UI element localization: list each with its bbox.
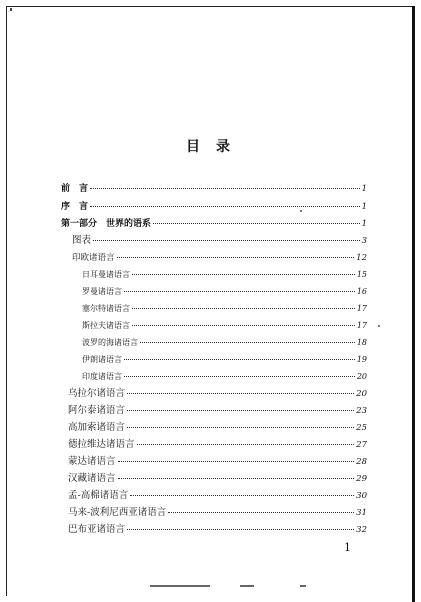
toc-entry-label: 高加索诸语言 [68, 422, 126, 433]
toc-entry-baltic[interactable] [82, 337, 367, 349]
dot-leader [132, 308, 355, 309]
toc-entry-page: 20 [356, 372, 367, 381]
toc-entry-uralic[interactable] [68, 388, 367, 400]
toc-entry-dravidian[interactable] [68, 439, 367, 451]
toc-entry-munda[interactable] [68, 456, 367, 468]
toc-entry-page: 1 [361, 202, 367, 212]
dot-leader [137, 444, 355, 445]
toc-entry-page: 31 [356, 508, 367, 518]
toc-entry-label: 日耳曼诸语言 [82, 270, 130, 279]
toc-entry-page: 16 [356, 287, 367, 296]
toc-entry-label: 伊朗诸语言 [82, 355, 122, 364]
toc-entry-page: 29 [356, 474, 367, 484]
toc-entry-page: 20 [356, 389, 367, 399]
toc-entry-label: 塞尔特诸语言 [82, 304, 130, 313]
dot-leader [90, 206, 360, 207]
toc-entry-label: 马来-波利尼西亚诸语言 [68, 507, 167, 518]
toc-entry-caucasian[interactable] [68, 422, 367, 434]
toc-entry-sino-tibetan[interactable] [68, 473, 367, 485]
toc-entry-page: 17 [356, 321, 367, 330]
toc-entry-page: 27 [356, 440, 367, 450]
toc-entry-foreword[interactable] [61, 201, 367, 213]
dot-leader [124, 359, 355, 360]
toc-entry-label: 印度诸语言 [82, 372, 122, 381]
dot-leader [124, 291, 355, 292]
toc-entry-page: 3 [361, 236, 367, 246]
toc-entry-altaic[interactable] [68, 405, 367, 417]
toc-entry-label: 第一部分 世界的语系 [61, 219, 152, 229]
toc-entry-page: 30 [356, 491, 367, 501]
dot-leader [127, 393, 354, 394]
toc-entry-page: 25 [356, 423, 367, 433]
toc-entry-label: 乌拉尔诸语言 [68, 388, 126, 399]
dot-leader [93, 240, 360, 241]
toc-entry-page: 19 [356, 355, 367, 364]
dot-leader [130, 495, 354, 496]
toc-entry-malayo-polynesian[interactable] [68, 507, 367, 519]
toc-entry-romance[interactable] [82, 286, 367, 298]
toc-entry-slavic[interactable] [82, 320, 367, 332]
dot-leader [118, 478, 355, 479]
scan-artifact-line [240, 585, 254, 587]
dot-leader [127, 529, 354, 530]
toc-entry-label: 巴布亚诸语言 [68, 524, 126, 535]
page-number: 1 [344, 541, 351, 554]
toc-entry-label: 波罗的海诸语言 [82, 338, 138, 347]
toc-entry-page: 32 [356, 525, 367, 535]
scan-artifact-line [150, 585, 210, 587]
toc-entry-page: 15 [356, 270, 367, 279]
toc-entry-preface[interactable] [61, 183, 367, 195]
dot-leader [127, 427, 354, 428]
toc-entry-indic[interactable] [82, 371, 367, 383]
toc-entry-page: 1 [361, 184, 367, 194]
toc-entry-label: 阿尔泰诸语言 [68, 405, 126, 416]
dot-leader [132, 274, 355, 275]
toc-entry-iranian[interactable] [82, 354, 367, 366]
page-title: 目 录 [186, 139, 231, 155]
dot-leader [140, 342, 355, 343]
toc-entry-label: 印欧诸语言 [72, 253, 115, 263]
dot-leader [168, 512, 354, 513]
toc-entry-label: 斯拉夫诸语言 [82, 321, 130, 330]
toc-entry-label: 罗曼诸语言 [82, 287, 122, 296]
toc-entry-celtic[interactable] [82, 303, 367, 315]
toc-entry-mon-khmer[interactable] [68, 490, 367, 502]
toc-entry-part-one[interactable] [61, 218, 367, 230]
toc-entry-page: 12 [356, 253, 367, 263]
dot-leader [117, 257, 355, 258]
toc-entry-label: 图表 [72, 235, 92, 246]
toc-entry-label: 孟-高棉诸语言 [68, 490, 129, 501]
toc-entry-germanic[interactable] [82, 269, 367, 281]
toc-entry-label: 德拉维达诸语言 [68, 439, 135, 450]
toc-entry-label: 汉藏诸语言 [68, 473, 116, 484]
toc-entry-page: 17 [356, 304, 367, 313]
toc-entry-page: 1 [361, 219, 367, 229]
dot-leader [124, 376, 355, 377]
scan-artifact-line [300, 585, 306, 587]
dot-leader [132, 325, 355, 326]
dot-leader [118, 461, 355, 462]
dot-leader [90, 188, 360, 189]
toc-entry-charts[interactable] [72, 235, 367, 247]
dot-leader [127, 410, 354, 411]
dot-leader [153, 223, 360, 224]
toc-entry-label: 序 言 [61, 202, 89, 212]
toc-entry-page: 23 [356, 406, 367, 416]
toc-entry-indo-european[interactable] [72, 252, 367, 264]
toc-entry-page: 18 [356, 338, 367, 347]
toc-entry-papuan[interactable] [68, 524, 367, 536]
toc-entry-page: 28 [356, 457, 367, 467]
toc-entry-label: 蒙达诸语言 [68, 456, 116, 467]
toc-entry-label: 前 言 [61, 184, 89, 194]
